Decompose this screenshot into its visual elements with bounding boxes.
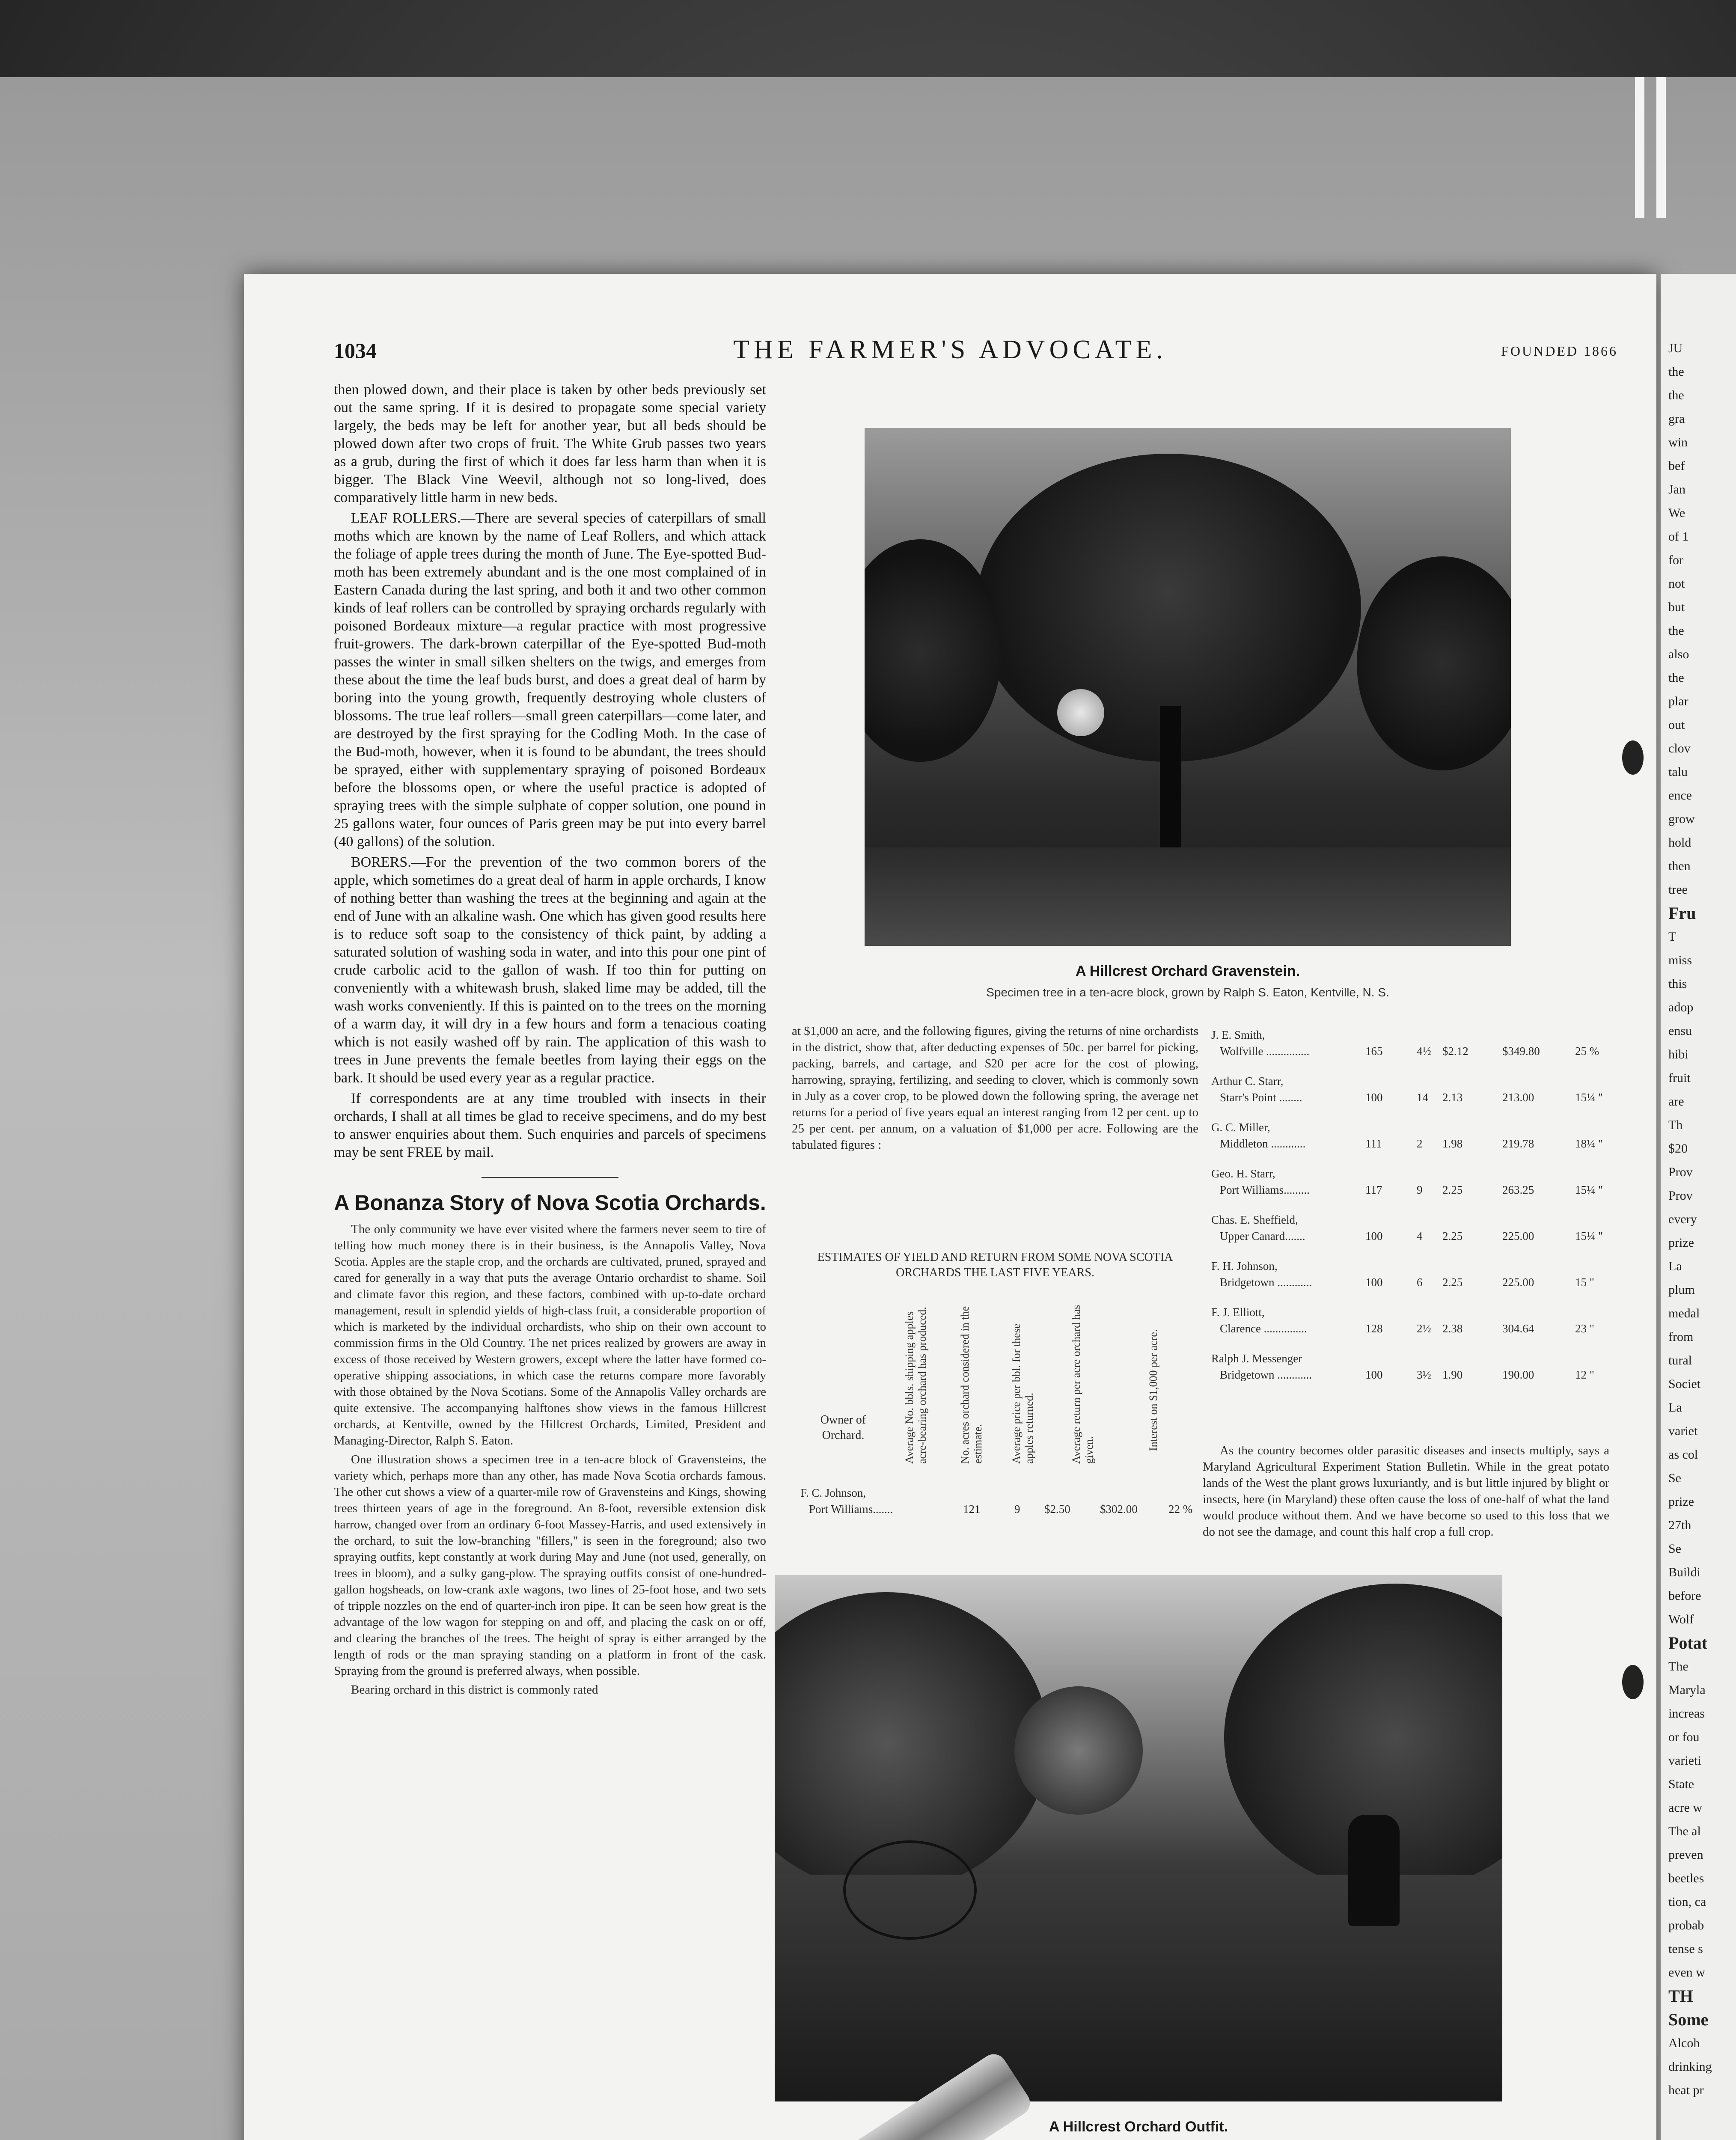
fragment-text: Th [1668,1118,1683,1132]
article-headline: A Bonanza Story of Nova Scotia Orchards. [334,1191,766,1215]
cell-owner: Ralph J. Messenger [1211,1352,1302,1365]
paragraph: then plowed down, and their place is taken by other beds previously set out the same spring. If it is desired to propagate some special variety largely, the beds may be left for another year, but all beds should be plowed down after two crops of fruit. The White Grub passes two years as a grub, during the first of which it does far less harm than when it is bigger. The Black Vine Weevil, although not so long-lived, does comparatively little harm in new beds. [334,382,766,505]
cell-interest: 23 " [1575,1322,1594,1335]
cell-owner: Chas. E. Sheffield, [1211,1213,1298,1226]
cell-interest: 15¼ " [1575,1091,1603,1104]
cell-bbls: 100 [1365,1091,1383,1104]
table-row [1203,1120,1609,1158]
fragment-text: medal [1668,1306,1700,1320]
cell-place: Middleton ............ [1220,1137,1306,1150]
fragment-text: Prov [1668,1189,1693,1203]
fragment-text: not [1668,577,1685,591]
paragraph-text: —There are several species of caterpillars of small moths which are known by the name of Leaf Rollers, and which attack the foliage of apple trees during the month of June. The Eye-spotted Bud-moth has been extremely abundant and is the one most complained of in Eastern Canada during the last spring, and both it and two other common kinds of leaf rollers can be controlled by spraying orchards regularly with poisoned Bordeaux mixture—a regular practice with most progressive fruit-growers. The dark-brown caterpillar of the Eye-spotted Bud-moth passes the winter in small silken shelters on the twigs, and emerges from these about the time the leaf buds burst, and does a great deal of harm by boring into the young growth, frequently destroying whole clusters of blossoms. The true leaf rollers—small green caterpillars—come later, and are destroyed by the first spraying for the Codling Moth. In the case of the Bud-moth, however, when it is found to be abundant, the trees should be sprayed, either with supplementary spraying of poisoned Bordeaux before the blossoms open, or where the useful practice is adopted of spraying trees with the simple sulphate of copper solution, one pound in 25 gallons water, four ounces of Paris green may be put into every barrel (40 gallons) of the solution. [334,510,767,850]
founded-line: FOUNDED 1866 [1501,343,1618,359]
fragment-text: clov [1668,741,1691,755]
film-stripe [1656,77,1666,218]
cell-return: 263.25 [1502,1183,1534,1196]
fragment-text: ensu [1668,1024,1692,1038]
cell-place: Wolfville ............... [1220,1045,1310,1058]
fragment-text: the [1668,624,1684,638]
cell-price: $2.50 [1044,1503,1070,1516]
table-row [1203,1305,1609,1343]
fragment-text: Some [1668,2010,1709,2029]
fragment-text: this [1668,977,1687,991]
fragment-text: for [1668,553,1683,567]
fragment-text: as col [1668,1447,1698,1462]
cell-return: 219.78 [1502,1137,1534,1150]
fragment-text: the [1668,388,1684,402]
photo-gravenstein-tree [865,428,1511,946]
fragment-text: Jan [1668,482,1685,496]
fragment-text: preven [1668,1848,1703,1862]
cell-interest: 15 " [1575,1276,1594,1289]
masthead: THE FARMER'S ADVOCATE. [733,335,1167,364]
fragment-text: miss [1668,953,1692,967]
paragraph [334,509,766,851]
cell-bbls: 100 [1365,1368,1383,1381]
column-right [1203,1442,1609,1543]
paragraph: If correspondents are at any time troubled with insects in their orchards, I shall at all times be glad to receive specimens, and do my best to answer enquiries about them. Such enquiries and parcels of specimens may be sent FREE by mail. [334,1091,766,1160]
fragment-text: JU [1668,341,1683,355]
table-owner-header: Owner of Orchard. [820,1413,866,1442]
divider [482,1177,618,1178]
fragment-text: the [1668,671,1684,685]
cell-interest: 25 % [1575,1045,1599,1058]
cell-interest: 12 " [1575,1368,1594,1381]
fragment-text: increas [1668,1706,1705,1721]
fragment-text: tion, ca [1668,1895,1706,1909]
table-col-head: Average price per bbl. for these apples returned. [1010,1323,1035,1464]
cell-acres: 6 [1417,1276,1423,1289]
fragment-text: fruit [1668,1071,1691,1085]
fragment-text: prize [1668,1495,1694,1509]
fragment-text: talu [1668,765,1688,779]
cell-acres: 14 [1417,1091,1428,1104]
cell-bbls: 100 [1365,1230,1383,1242]
fragment-text: the [1668,365,1684,379]
table-col-head: Average No. bbls. shipping apples acre-bearing orchard has produced. [903,1307,928,1464]
cell-return: 190.00 [1502,1368,1534,1381]
fragment-text: drinking [1668,2060,1712,2074]
fragment-text: Buildi [1668,1565,1701,1579]
fragment-text: gra [1668,412,1685,426]
fragment-text: $20 [1668,1141,1688,1156]
fragment-text: prize [1668,1236,1694,1250]
page-header [244,335,1656,372]
cell-return: 213.00 [1502,1091,1534,1104]
cell-return: 225.00 [1502,1230,1534,1242]
paragraph-text: —For the prevention of the two common borers of the apple, which sometimes do a great deal of harm in apple orchards, I know of nothing better than washing the trees at the beginning and again at the end of June with an alkaline wash. One which has given good results here is to reduce soft soap to the consistency of thick paint, by adding a saturated solution of washing soda in water, and into this pour one pint of crude carbolic acid to the gallon of wash. If too thin for putting on conveniently with a whitewash brush, slaked lime may be added, till the wash works conveniently. If this is painted on to the trees on the morning of a warm day, it will dry in a few hours and form a tenacious coating which is not easily washed off by rain. The application of this wash to trees in June prevents the female beetles from laying their eggs on the bark. It should be used every year as a regular practice. [334,854,766,1086]
section-head: LEAF ROLLERS. [351,510,461,526]
cell-acres: 9 [1417,1183,1423,1196]
fragment-text: beetles [1668,1871,1704,1885]
fragment-text: varieti [1668,1754,1701,1768]
fragment-text: grow [1668,812,1695,826]
fragment-text: La [1668,1259,1682,1273]
fragment-text: even w [1668,1965,1705,1980]
cell-price: 2.25 [1442,1276,1463,1289]
fragment-text: Wolf [1668,1612,1694,1626]
table-title: ESTIMATES OF YIELD AND RETURN FROM SOME NOVA SCOTIA ORCHARDS THE LAST FIVE YEARS. [817,1251,1173,1279]
section-head: BORERS. [351,854,411,870]
cell-acres: 4½ [1417,1045,1431,1058]
cell-owner: F. J. Elliott, [1211,1306,1265,1319]
fragment-text: tural [1668,1353,1692,1367]
table-row [1203,1166,1609,1204]
cell-price: 1.90 [1442,1368,1463,1381]
fragment-text: heat pr [1668,2083,1704,2097]
photo1-subtitle: Specimen tree in a ten-acre block, grown by Ralph S. Eaton, Kentville, N. S. [986,986,1389,999]
cell-owner: F. H. Johnson, [1211,1260,1278,1272]
fragment-text: plum [1668,1283,1695,1297]
fragment-text: ence [1668,788,1692,802]
fragment-text: of 1 [1668,529,1689,544]
paragraph: at $1,000 an acre, and the following figures, giving the returns of nine orchardists in the district, show that, after deducting expenses of 50c. per barrel for picking, packing, barrels, and cartage, and $20 per acre for the cost of plowing, harrowing, spraying, fertilizing, and seeding to clover, which is commonly sown in July as a cover crop, to be plowed down the following spring, the average net returns for a period of five years equal an interest ranging from 12 per cent. up to 25 per cent. per annum, on a valuation of $1,000 per acre. Following are the tabulated figures : [792,1024,1198,1152]
page-number: 1034 [334,339,377,363]
fragment-text: probab [1668,1918,1704,1932]
photo1-caption [865,963,1511,999]
cell-acres: 2 [1417,1137,1423,1150]
cell-price: 2.25 [1442,1230,1463,1242]
cell-interest: 15¼ " [1575,1183,1603,1196]
cell-return: $349.80 [1502,1045,1540,1058]
column-middle [792,1023,1198,1156]
film-stripe [1635,77,1644,218]
cell-return: 225.00 [1502,1276,1534,1289]
adjacent-page-fragment [1661,274,1736,2140]
cell-place: Starr's Point ........ [1220,1091,1302,1104]
paragraph: As the country becomes older parasitic diseases and insects multiply, says a Maryland Agricultural Experiment Station Bulletin. While in the great potato lands of the West the plant grows luxuriantly, and is but little injured by blight or insects, here (in Maryland) these often cause the loss of one-half of what the land would produce without them. And we have become so used to this loss that we do not see the damage, and count this half crop a full crop. [1203,1444,1609,1539]
cell-bbls: 121 [963,1503,981,1516]
photo2-title: A Hillcrest Orchard Outfit. [1049,2119,1228,2135]
paragraph [334,853,766,1087]
fragment-text: Maryla [1668,1683,1706,1697]
cell-acres: 2½ [1417,1322,1431,1335]
fragment-text: T [1668,930,1677,944]
table-col-head: No. acres orchard considered in the estimate. [959,1306,984,1464]
fragment-text: Se [1668,1542,1681,1556]
cell-place: Bridgetown ............ [1220,1368,1312,1381]
cell-bbls: 100 [1365,1276,1383,1289]
cell-return: $302.00 [1100,1503,1138,1516]
fragment-text: but [1668,600,1685,614]
fragment-text: Societ [1668,1377,1700,1391]
fragment-text: tree [1668,883,1688,897]
cell-interest: 15¼ " [1575,1230,1603,1242]
column-left [334,381,766,1700]
table-row [792,1485,1198,1519]
table-row [1203,1027,1609,1066]
fragment-text: also [1668,647,1689,661]
fragment-text: variet [1668,1424,1698,1438]
cell-bbls: 165 [1365,1045,1383,1058]
fragment-text: are [1668,1094,1684,1109]
cell-place: Upper Canard....... [1220,1230,1305,1242]
fragment-text: win [1668,435,1688,449]
fragment-text: then [1668,859,1691,873]
fragment-text: acre w [1668,1801,1703,1815]
cell-owner: J. E. Smith, [1211,1028,1265,1041]
fragment-text: Fru [1668,904,1696,923]
binding-hole [1622,1665,1644,1699]
table-row [1203,1258,1609,1297]
cell-place: Clarence ............... [1220,1322,1307,1335]
table-row [1203,1073,1609,1112]
cell-return: 304.64 [1502,1322,1534,1335]
cell-price: 1.98 [1442,1137,1463,1150]
cell-acres: 4 [1417,1230,1423,1242]
cell-acres: 9 [1014,1503,1020,1516]
cell-place: Port Williams......... [1220,1183,1310,1196]
fragment-text: The [1668,1659,1688,1673]
fragment-text: out [1668,718,1685,732]
fragment-text: 27th [1668,1518,1691,1532]
fragment-text: bef [1668,459,1685,473]
cell-interest: 22 % [1168,1503,1193,1516]
fragment-text: from [1668,1330,1694,1344]
newspaper-page [244,274,1656,2140]
table-col-head: Average return per acre orchard has given. [1070,1305,1095,1464]
fragment-text: or fou [1668,1730,1700,1744]
fragment-text: The al [1668,1824,1701,1838]
paragraph: One illustration shows a specimen tree in a ten-acre block of Gravensteins, the variety which, perhaps more than any other, has made Nova Scotia orchards famous. The other cut shows a view of a quarter-mile row of Gravensteins and Kings, showing trees thirteen years of age in the foreground. An 8-foot, reversible extension disk harrow, changed over from an ordinary 6-foot Massey-Harris, and used extensively in the orchard, to suit the low-branching "fillers," is seen in the foreground; also two spraying outfits, kept constantly at work during May and June (not used, generally, on trees in bloom), and a sulky gang-plow. The spraying outfits consist of one-hundred-gallon hogsheads, on low-crank axle wagons, two lines of 25-foot hose, and two sets of tripple nozzles on the end of quarter-inch iron pipe. It can be seen how great is the advantage of the low wagon for stepping on and off, and placing the cask on or off, and clearing the branches of the trees. The height of spray is either arranged by the length of rods or the man spraying standing on a platform in front of the cask. Spraying from the ground is preferred always, when possible. [334,1453,766,1678]
table-col-head: Interest on $1,000 per acre. [1147,1329,1159,1451]
cell-place: Bridgetown ............ [1220,1276,1312,1289]
cell-price: $2.12 [1442,1045,1468,1058]
fragment-text: hibi [1668,1047,1688,1061]
fragment-text: Se [1668,1471,1681,1485]
paragraph: The only community we have ever visited where the farmers never seem to tire of telling how much money there is in their business, is the Annapolis Valley, Nova Scotia. Apples are the staple crop, and the orchards are cultivated, pruned, sprayed and cared for generally in a way that puts the average Ontario orchardist to shame. Soil and climate favor this region, and these factors, combined with up-to-date orchard management, result in splendid yields of high-class fruit, a considerable proportion of which is marketed by the individual orchardists, who ship on their own account to commission firms in the Old Country. The net prices realized by growers are away in excess of those received by Western growers, except where the latter have formed co-operative shipping associations, in which case the returns compare more favorably with those obtained by the Nova Scotians. Some of the Annapolis Valley orchards are quite extensive. The accompanying halftones show views in the famous Hillcrest orchards, at Kentville, owned by the Hillcrest Orchards, Limited, President and Managing-Director, Ralph S. Eaton. [334,1222,766,1447]
photo-orchard-outfit [775,1575,1502,2101]
table-row [1203,1212,1609,1251]
fragment-text: plar [1668,694,1688,708]
fragment-text: Potat [1668,1633,1708,1653]
fragment-text: before [1668,1589,1701,1603]
cell-owner: F. C. Johnson, [800,1486,866,1499]
fragment-text: State [1668,1777,1694,1791]
cell-bbls: 111 [1365,1137,1382,1150]
cell-price: 2.38 [1442,1322,1463,1335]
cell-bbls: 128 [1365,1322,1383,1335]
table-row [1203,1351,1609,1389]
cell-acres: 3½ [1417,1368,1431,1381]
photo1-title: A Hillcrest Orchard Gravenstein. [1075,963,1300,979]
fragment-text: adop [1668,1000,1694,1014]
cell-place: Port Williams....... [809,1503,893,1516]
fragment-text: Alcoh [1668,2036,1700,2050]
fragment-text: tense s [1668,1942,1703,1956]
cell-owner: Arthur C. Starr, [1211,1075,1284,1088]
fragment-text: TH [1668,1986,1693,2006]
fragment-text: We [1668,506,1685,520]
cell-price: 2.13 [1442,1091,1463,1104]
cell-owner: G. C. Miller, [1211,1121,1270,1134]
cell-price: 2.25 [1442,1183,1463,1196]
fragment-text: every [1668,1212,1697,1226]
fragment-text: Prov [1668,1165,1693,1179]
fragment-text: La [1668,1400,1682,1415]
fragment-text: hold [1668,835,1691,850]
cell-bbls: 117 [1365,1183,1382,1196]
cell-interest: 18¼ " [1575,1137,1603,1150]
paragraph: Bearing orchard in this district is commonly rated [351,1683,598,1697]
cell-owner: Geo. H. Starr, [1211,1167,1275,1180]
binding-hole [1622,740,1644,775]
